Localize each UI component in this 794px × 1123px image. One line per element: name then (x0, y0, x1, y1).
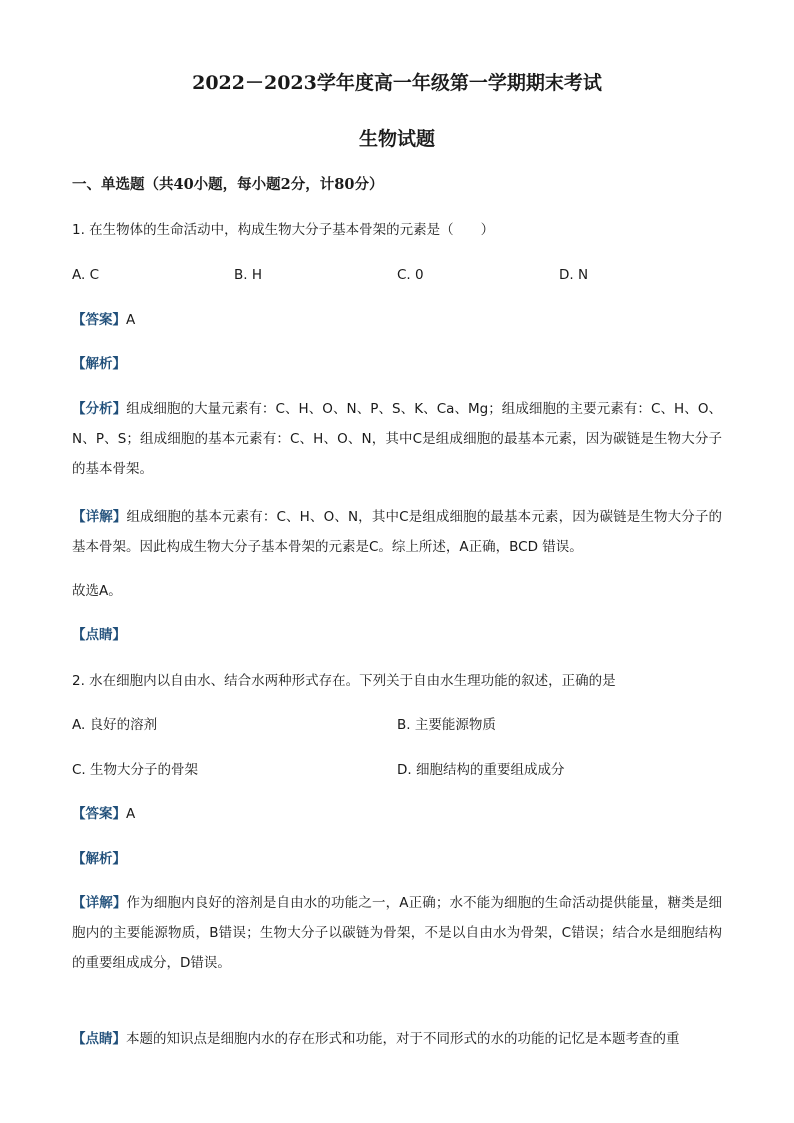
q2-comment-text: 本题的知识点是细胞内水的存在形式和功能，对于不同形式的水的功能的记忆是本题考查的重 (126, 1031, 680, 1047)
q1-choose: 故选A。 (72, 583, 122, 599)
exam-title: 2022－2023学年度高一年级第一学期期末考试 (192, 72, 602, 94)
q1-fenxi-tag: 【分析】 (72, 401, 127, 417)
q1-option-a: A. C (72, 267, 100, 283)
q2-comment-tag: 【点睛】 (72, 1031, 126, 1047)
q1-detail (72, 502, 722, 562)
q2-option-b: B. 主要能源物质 (397, 717, 496, 733)
q1-comment-tag: 【点睛】 (72, 627, 126, 643)
q1-option-c: C. 0 (397, 267, 424, 283)
q2-analysis-tag: 【解析】 (72, 851, 126, 867)
q2-detail-tag: 【详解】 (72, 895, 127, 911)
exam-subtitle: 生物试题 (358, 128, 435, 150)
q1-analysis-tag: 【解析】 (72, 356, 126, 372)
q2-detail-text: 作为细胞内良好的溶剂是自由水的功能之一，A正确；水不能为细胞的生命活动提供能量，糖类是细胞内的主要能源物质，B错误；生物大分子以碳链为骨架，不是以自由水为骨架，C错误；结合水是细胞结构的重要组成成分，D错误。 (72, 895, 723, 971)
q2-comment (72, 1024, 722, 1054)
q1-answer (72, 311, 135, 329)
q2-option-a: A. 良好的溶剂 (72, 717, 158, 733)
q1-detail-text: 组成细胞的基本元素有：C、H、O、N，其中C是组成细胞的最基本元素，因为碳链是生物大分子的基本骨架。因此构成生物大分子基本骨架的元素是C。综上所述，A正确，BCD 错误。 (72, 509, 723, 555)
q1-option-b: B. H (234, 267, 262, 283)
q1-fenxi (72, 394, 722, 484)
q1-answer-tag: 【答案】 (72, 312, 126, 328)
q1-answer-value: A (126, 312, 136, 328)
q2-stem: 2. 水在细胞内以自由水、结合水两种形式存在。下列关于自由水生理功能的叙述，正确的是 (72, 673, 616, 689)
q2-answer-value: A (126, 806, 136, 822)
q1-fenxi-text: 组成细胞的大量元素有：C、H、O、N、P、S、K、Ca、Mg；组成细胞的主要元素有：C、H、O、N、P、S；组成细胞的基本元素有：C、H、O、N，其中C是组成细胞的最基本元素，因为碳链是生物大分子的基本骨架。 (72, 401, 723, 477)
q2-option-c: C. 生物大分子的骨架 (72, 762, 199, 778)
q2-answer-tag: 【答案】 (72, 806, 126, 822)
q2-detail (72, 888, 722, 978)
q1-detail-tag: 【详解】 (72, 509, 127, 525)
section-heading: 一、单选题（共40小题，每小题2分，计80分） (72, 176, 384, 193)
q2-answer (72, 805, 135, 823)
q1-stem: 1. 在生物体的生命活动中，构成生物大分子基本骨架的元素是（ ） (72, 222, 495, 238)
q1-option-d: D. N (559, 267, 589, 283)
q2-option-d: D. 细胞结构的重要组成成分 (397, 762, 565, 778)
